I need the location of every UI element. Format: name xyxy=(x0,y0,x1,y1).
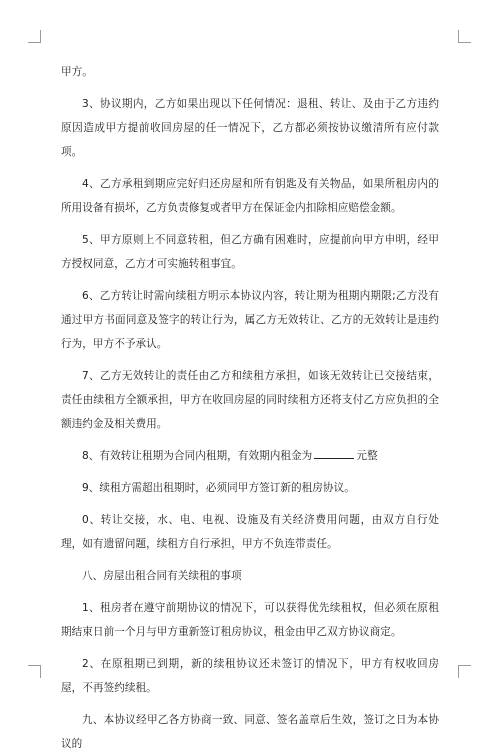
paragraph-clause-8 xyxy=(61,444,439,468)
paragraph-clause-6: 6、乙方转让时需向续租方明示本协议内容，转让期为租期内期限;乙方没有通过甲方书面同意及签字的转让行为，属乙方无效转让、乙方的无效转让是违约行为，甲方不予承认。 xyxy=(61,290,439,350)
paragraph-clause-9: 9、续租方需超出租期时，必须同甲方签订新的租房协议。 xyxy=(82,482,355,494)
crop-mark-top-left xyxy=(28,30,41,43)
paragraph-clause-5: 5、甲方原则上不同意转租，但乙方确有困难时，应提前向甲方申明，经甲方授权同意，乙方才可实施转租事宜。 xyxy=(61,234,439,270)
paragraph-section-9: 九、本协议经甲乙各方协商一致、同意、签名盖章后生效，签订之日为本协议的 xyxy=(61,714,439,750)
crop-mark-bottom-left xyxy=(28,665,41,678)
clause-8-text-before: 8、有效转让租期为合同内租期，有效期内租金为 xyxy=(82,450,313,462)
paragraph-clause-10: 0、转让交接，水、电、电视、设施及有关经济费用问题，由双方自行处理，如有遗留问题，续租方自行承担，甲方不负连带责任。 xyxy=(61,514,439,550)
rent-amount-blank xyxy=(314,447,354,459)
paragraph-renewal-2: 2、在原租期已到期，新的续租协议还未签订的情况下，甲方有权收回房屋，不再签约续租。 xyxy=(61,658,439,694)
paragraph-clause-7: 7、乙方无效转让的责任由乙方和续租方承担，如该无效转让已交接结束，责任由续租方全额承担，甲方在收回房屋的同时续租方还将支付乙方应负担的全额违约金及相关费用。 xyxy=(61,370,439,430)
clause-8-text-after: 元整 xyxy=(356,450,378,462)
paragraph-clause-4: 4、乙方承租到期应完好归还房屋和所有钥匙及有关物品，如果所租房内的所用设备有损坏，乙方负责修复或者甲方在保证金内扣除相应赔偿金额。 xyxy=(61,178,439,214)
crop-mark-bottom-right xyxy=(458,665,471,678)
paragraph-renewal-1: 1、租房者在遵守前期协议的情况下，可以获得优先续租权，但必须在原租期结束日前一个月与甲方重新签订租房协议，租金由甲乙双方协议商定。 xyxy=(61,602,439,638)
section-heading-renewal: 八、房屋出租合同有关续租的事项 xyxy=(82,570,242,582)
document-body xyxy=(61,60,439,756)
paragraph-continuation: 甲方。 xyxy=(61,66,93,78)
paragraph-clause-3: 3、协议期内，乙方如果出现以下任何情况：退租、转让、及由于乙方违约原因造成甲方提前收回房屋的任一情况下，乙方都必须按协议缴清所有应付款项。 xyxy=(61,98,439,158)
crop-mark-top-right xyxy=(458,30,471,43)
